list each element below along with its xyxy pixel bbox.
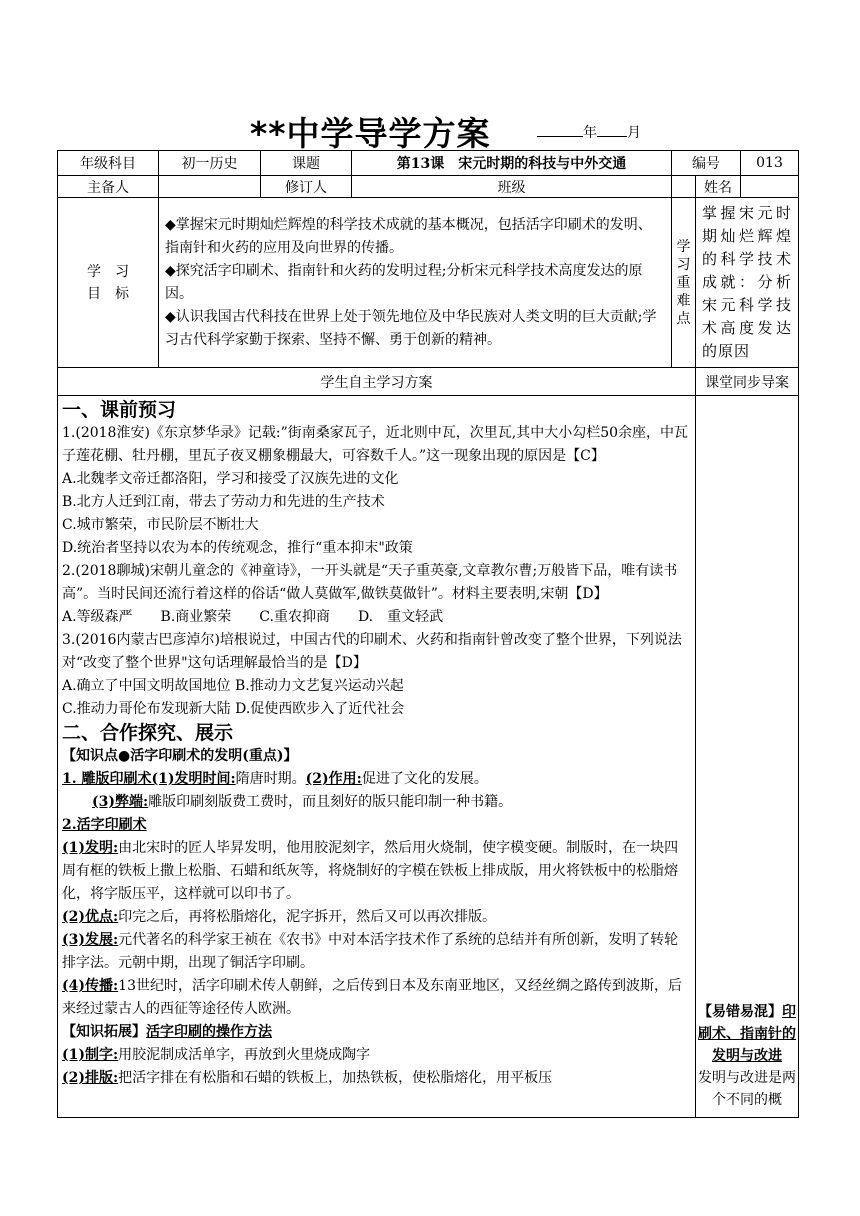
typeset-text: 把活字排在有松脂和石蜡的铁板上，加热铁板，使松脂熔化，用平板压 [118, 1070, 553, 1086]
question-3-options-cd: C.推动力哥伦布发现新大陆 D.促使西欧步入了近代社会 [62, 701, 405, 717]
name-label: 姓名 [696, 176, 741, 198]
merit-text: 印完之后，再将松脂熔化，泥字拆开，然后又可以再次排版。 [118, 909, 497, 925]
month-label: 月 [627, 125, 641, 141]
spread-text: 13世纪时，活字印刷术传人朝鲜，之后传到日本及东南亚地区，又经丝绸之路传到波斯，后来经过蒙古人的西征等途径传人欧洲。 [62, 978, 682, 1017]
typeset-paragraph [62, 1067, 691, 1090]
knowledge-point-title: 【知识点●活字印刷术的发明(重点)】 [62, 748, 298, 764]
student-plan-content [58, 396, 696, 1118]
woodblock-defect: 雕版印刷刻版费工费时，而且刻好的版只能印制一种书籍。 [148, 794, 513, 810]
goal-item-1: ◆掌握宋元时期灿烂辉煌的科学技术成就的基本概况，包括活字印刷术的发明、指南针和火药的应用及向世界的传播。 [165, 216, 652, 256]
development-text: 元代著名的科学家王祯在《农书》中对本活字技术作了系统的总结并有所创新，发明了转轮排字法。元朝中期，出现了铜活字印刷。 [62, 932, 679, 971]
class-label: 班级 [352, 176, 672, 198]
make-type-label: (1)制字: [62, 1047, 119, 1063]
question-3: 3.(2016内蒙古巴彦淖尔)培根说过，中国古代的印刷术、火药和指南针曾改变了整个世界，下列说法对“改变了整个世界"这句话理解最恰当的是【D】 [62, 632, 682, 671]
goal-item-3: ◆认识我国古代科技在世界上处于领先地位及中华民族对人类文明的巨大贡献;学习古代科学家勤于探索、坚持不懈、勇于创新的精神。 [165, 308, 657, 348]
left-section-header: 学生自主学习方案 [58, 368, 696, 396]
spread-paragraph [62, 975, 691, 1021]
invention-text: 由北宋时的匠人毕昇发明，他用胶泥刻字，然后用火烧制，使字模变硬。制版时，在一块四周有框的铁板上撒上松脂、石蜡和纸灰等，将烧制好的字模在铁板上排成版，用火将铁板中的松脂熔化，将字版压平，这样就可以印书了。 [62, 840, 679, 902]
woodblock-defect-label: (3)弊端: [92, 794, 149, 810]
question-2-options: A.等级森严 B.商业繁荣 C.重农抑商 D. 重文轻武 [62, 609, 444, 625]
section-header-row [58, 368, 799, 396]
make-type-text: 用胶泥制成活单字，再放到火里烧成陶字 [118, 1047, 371, 1063]
question-1: 1.(2018淮安)《东京梦华录》记载:”街南桑家瓦子，近北则中瓦，次里瓦,其中大小勾栏50余座，中瓦子莲花棚、牡丹棚，里瓦子夜叉棚象棚最大，可容数千人。”这一现象出现的原因是【C】 [62, 425, 689, 464]
typeset-label: (2)排版: [62, 1070, 119, 1086]
month-blank [597, 122, 627, 137]
right-section-header: 课堂同步导案 [696, 368, 799, 396]
date-field [537, 122, 641, 142]
development-label: (3)发展: [62, 932, 119, 948]
info-row-1 [58, 151, 799, 176]
movable-type-title: 2.活字印刷术 [62, 817, 147, 833]
preview-heading: 一、课前预习 [62, 399, 177, 421]
invention-paragraph [62, 837, 691, 906]
merit-paragraph [62, 906, 691, 929]
spread-label: (4)传播: [62, 978, 119, 994]
development-paragraph [62, 929, 691, 975]
number-value: 013 [741, 151, 799, 176]
key-points-label: 学习重难点 [672, 198, 696, 368]
side-note-label: 【易错易混】 [698, 1004, 783, 1020]
make-type-paragraph [62, 1044, 691, 1067]
side-note-text: 发明与改进是两个不同的概 [698, 1070, 797, 1108]
goals-list [159, 198, 672, 368]
merit-label: (2)优点: [62, 909, 119, 925]
woodblock-line-1 [62, 768, 691, 791]
question-3-options-ab: A.确立了中国文明故国地位 B.推动力文艺复兴运动兴起 [62, 678, 404, 694]
extension-label: 【知识拓展】 [62, 1024, 146, 1040]
lesson-plan-table [57, 150, 799, 1118]
goals-row [58, 198, 799, 368]
explore-heading: 二、合作探究、展示 [62, 722, 234, 744]
question-1-option-a: A.北魏孝文帝迁都洛阳，学习和接受了汉族先进的文化 [62, 471, 399, 487]
class-value[interactable] [672, 176, 696, 198]
preparer-label: 主备人 [58, 176, 159, 198]
number-label: 编号 [672, 151, 741, 176]
year-blank [537, 122, 583, 137]
name-value[interactable] [741, 176, 799, 198]
goals-label: 学 习 目 标 [58, 198, 159, 368]
grade-label: 年级科目 [58, 151, 159, 176]
page-title: **中学导学方案 [250, 114, 491, 153]
info-row-2 [58, 176, 799, 198]
year-label: 年 [583, 125, 597, 141]
topic-value: 第13课 宋元时期的科技与中外交通 [352, 151, 672, 176]
extension-topic: 活字印刷的操作方法 [146, 1024, 272, 1040]
classroom-guide-content [696, 396, 799, 1118]
key-points-text: 掌握宋元时期灿烂辉煌的科学技术成就：分析宋元科学技术高度发达的原因 [696, 198, 799, 368]
woodblock-effect: 促进了文化的发展。 [361, 771, 488, 787]
question-1-option-c: C.城市繁荣，市民阶层不断壮大 [62, 517, 259, 533]
grade-value: 初一历史 [159, 151, 261, 176]
topic-label: 课题 [261, 151, 352, 176]
question-1-option-d: D.统治者坚持以农为本的传统观念，推行“重本抑末"政策 [62, 540, 413, 556]
preparer-value[interactable] [159, 176, 261, 198]
reviser-label: 修订人 [261, 176, 352, 198]
side-note-title [698, 1001, 796, 1067]
goal-item-2: ◆探究活字印刷术、指南针和火药的发明过程;分析宋元科学技术高度发达的原因。 [165, 262, 643, 302]
woodblock-effect-label: (2)作用: [305, 771, 362, 787]
title-row [0, 108, 860, 153]
side-note-topic: 印刷术、指南针的发明与改进 [698, 1004, 797, 1064]
woodblock-label: 1. 雕版印刷术(1)发明时间: [62, 771, 236, 787]
content-row [58, 396, 799, 1118]
woodblock-line-2 [62, 791, 691, 814]
question-1-option-b: B.北方人迁到江南，带去了劳动力和先进的生产技术 [62, 494, 385, 510]
woodblock-time: 隋唐时期。 [235, 771, 306, 787]
invention-label: (1)发明: [62, 840, 119, 856]
extension-title [62, 1021, 691, 1044]
question-2: 2.(2018聊城)宋朝儿童念的《神童诗》，一开头就是“天子重英豪,文章教尔曹;万般皆下品，唯有读书高”。当时民间还流行着这样的俗话“做人莫做军,做铁莫做针”。材料主要表明,宋朝【D】 [62, 563, 678, 602]
